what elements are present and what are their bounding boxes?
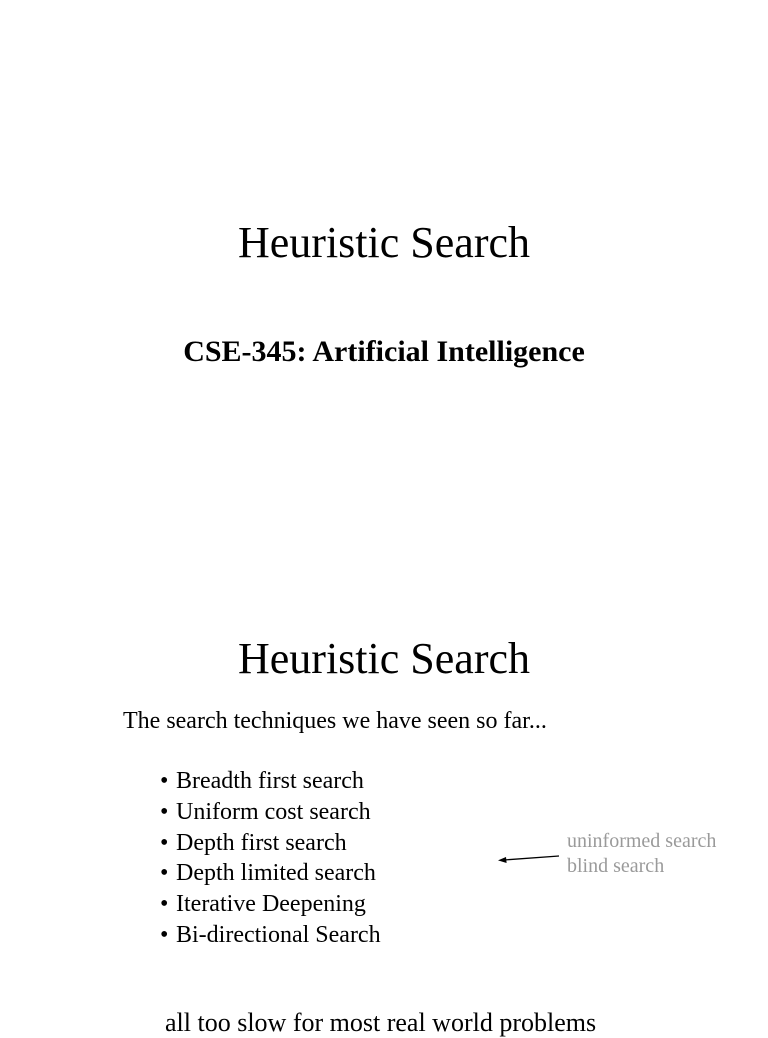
bullet-icon: • xyxy=(160,829,169,856)
annotation-note xyxy=(567,829,716,879)
slide-title: Heuristic Search xyxy=(238,634,530,683)
content-slide xyxy=(0,512,768,1037)
list-item-label: Bi-directional Search xyxy=(176,921,381,948)
list-item xyxy=(160,889,381,920)
list-item xyxy=(160,858,381,889)
bullet-icon: • xyxy=(160,768,169,794)
list-item xyxy=(160,766,381,797)
list-item-label: Uniform cost search xyxy=(176,798,371,825)
title-slide xyxy=(0,0,768,512)
list-item-label: Depth first search xyxy=(176,829,347,856)
search-technique-list xyxy=(160,766,381,951)
course-subtitle: CSE-345: Artificial Intelligence xyxy=(183,335,585,368)
list-item-label: Depth limited search xyxy=(176,860,376,887)
bullet-icon: • xyxy=(160,921,169,948)
list-item-label: Breadth first search xyxy=(176,768,364,794)
arrow-head xyxy=(498,857,507,863)
intro-text: The search techniques we have seen so far... xyxy=(123,708,547,734)
arrow-shaft xyxy=(504,856,559,860)
bullet-icon: • xyxy=(160,798,169,825)
partial-text-line: all too slow for most real world problems xyxy=(165,1008,597,1037)
list-item xyxy=(160,920,381,951)
annotation-line: blind search xyxy=(567,855,665,877)
bullet-icon: • xyxy=(160,891,169,918)
annotation-line: uninformed search xyxy=(567,830,717,852)
arrow-left-icon xyxy=(496,848,566,868)
list-item xyxy=(160,797,381,828)
slide-title: Heuristic Search xyxy=(238,218,530,267)
bullet-icon: • xyxy=(160,860,169,887)
list-item-label: Iterative Deepening xyxy=(176,891,366,918)
list-item xyxy=(160,828,381,859)
